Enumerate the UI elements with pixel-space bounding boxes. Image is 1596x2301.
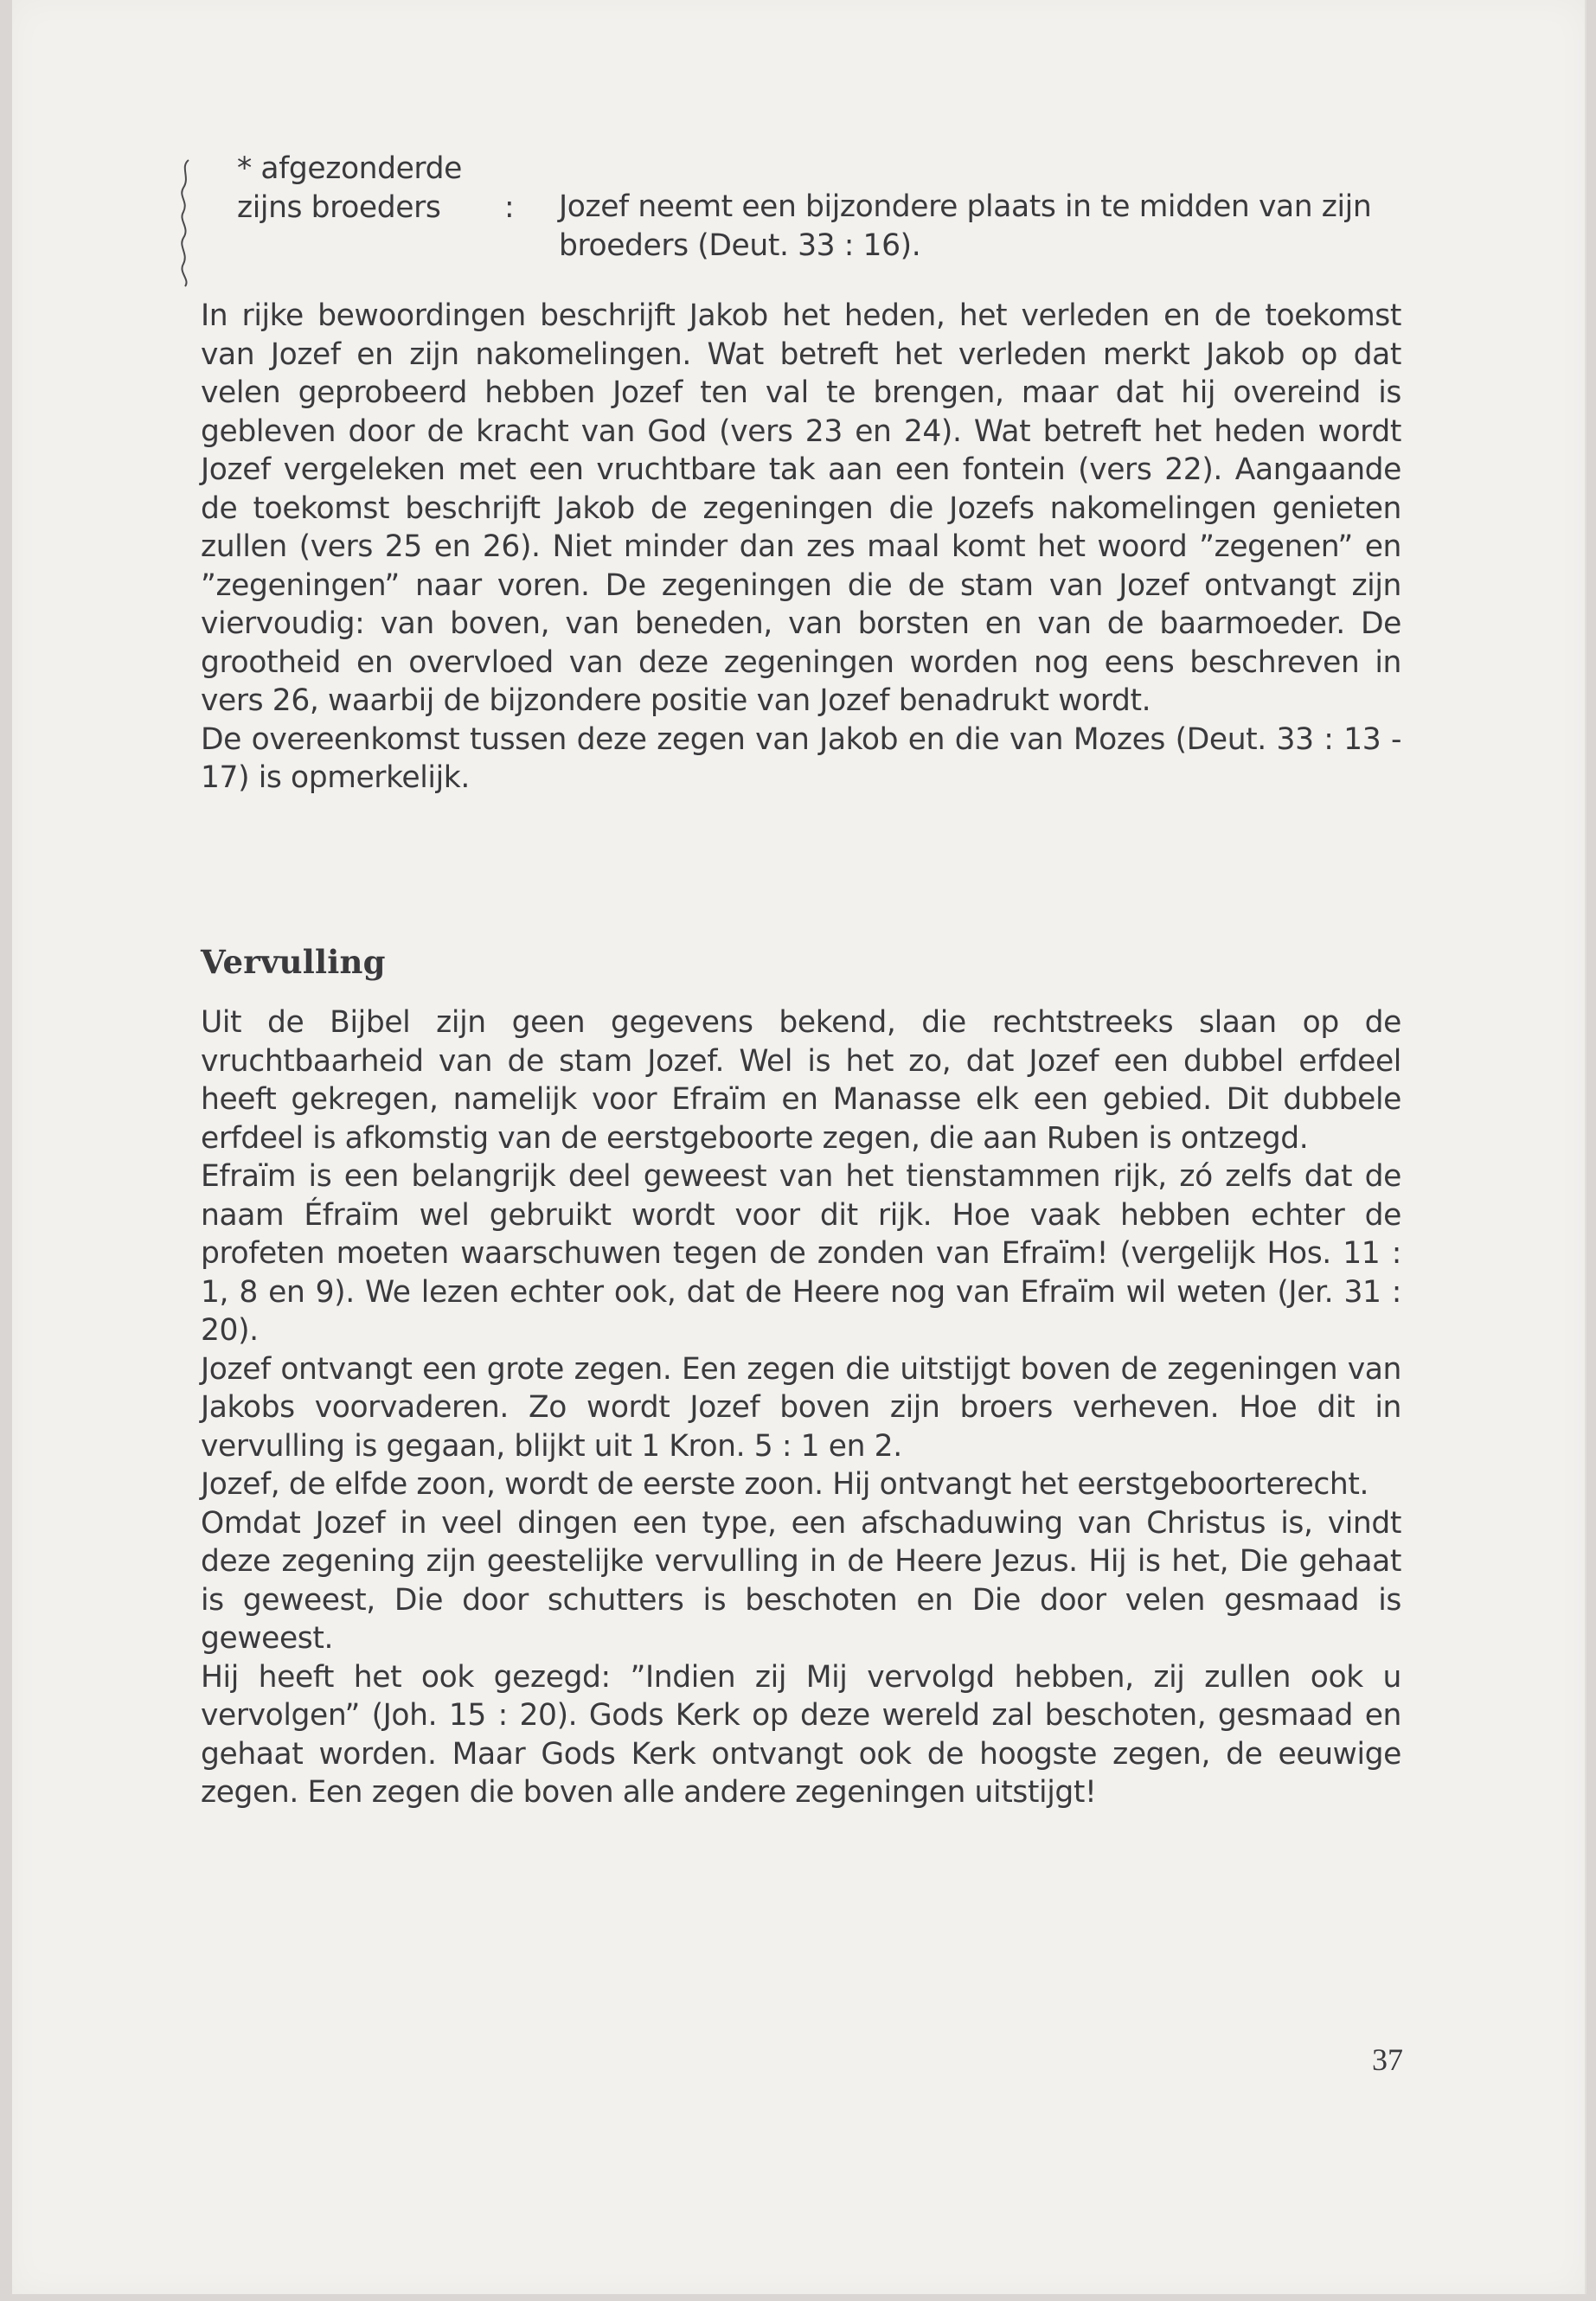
paragraph: In rijke bewoordingen beschrijft Jakob het heden, het verleden en de toekomst van Jozef en zijn nakomelingen. Wat betreft het verleden merkt Jakob op dat velen geprobeerd hebben Jozef ten val te brengen, maar dat hij overeind is gebleven door de kracht van God (vers 23 en 24). Wat betreft het heden wordt Jozef vergeleken met een vruchtbare tak aan een fontein (vers 22). Aangaande de toekomst beschrijft Jakob de zegeningen die Jozefs nakomelingen genieten zullen (vers 25 en 26). Niet minder dan zes maal komt het woord ”zegenen” en ”zegeningen” naar voren. De zegeningen die de stam van Jozef ontvangt zijn viervoudig: van boven, van beneden, van borsten en van de baarmoeder. De grootheid en overvloed van deze zegeningen worden nog eens beschreven in vers 26, waarbij de bijzondere positie van Jozef benadrukt wordt. xyxy=(201,298,1401,718)
paragraph: Jozef, de elfde zoon, wordt de eerste zoon. Hij ontvangt het eerstgeboorterecht. xyxy=(201,1467,1369,1502)
paragraph: Efraïm is een belangrijk deel geweest van het tienstammen rijk, zó zelfs dat de naam Éfraïm wel gebruikt wordt voor dit rijk. Hoe vaak hebben echter de profeten moeten waarschuwen tegen de zonden van Efraïm! (vergelijk Hos. 11 : 1, 8 en 9). We lezen echter ook, dat de Heere nog van Efraïm wil weten (Jer. 31 : 20). xyxy=(201,1159,1401,1348)
paragraph: Jozef ontvangt een grote zegen. Een zegen die uitstijgt boven de zegeningen van Jakobs voorvaderen. Zo wordt Jozef boven zijn broers verheven. Hoe dit in vervulling is gegaan, blijkt uit 1 Kron. 5 : 1 en 2. xyxy=(201,1351,1401,1464)
paragraph: Omdat Jozef in veel dingen een type, een afschaduwing van Christus is, vindt deze zegening zijn geestelijke vervulling in de Heere Jezus. Hij is het, Die gehaat is geweest, Die door schutters is beschoten en Die door velen gesmaad is geweest. xyxy=(201,1505,1401,1656)
gloss-term-line-2-text: zijns broeders xyxy=(237,189,441,225)
paragraph: Uit de Bijbel zijn geen gegevens bekend, die rechtstreeks slaan op de vruchtbaarheid van de stam Jozef. Wel is het zo, dat Jozef een dubbel erfdeel heeft gekregen, namelijk voor Efraïm en Manasse elk een gebied. Dit dubbele erfdeel is afkomstig van de eerstgeboorte zegen, die aan Ruben is ontzegd. xyxy=(201,1005,1401,1156)
gloss-term xyxy=(206,150,552,227)
section-heading: Vervulling xyxy=(201,943,386,981)
gloss-definition: Jozef neemt een bijzondere plaats in te midden van zijn broeders (Deut. 33 : 16). xyxy=(559,189,1372,263)
page-sheet xyxy=(12,0,1586,2294)
paragraph: Hij heeft het ook gezegd: ”Indien zij Mij vervolgd hebben, zij zullen ook u vervolgen” (Joh. 15 : 20). Gods Kerk op deze wereld zal beschoten, gesmaad en gehaat worden. Maar Gods Kerk ontvangt ook de hoogste zegen, de eeuwige zegen. Een zegen die boven alle andere zegeningen uitstijgt! xyxy=(201,1659,1401,1810)
gloss-separator: : xyxy=(504,189,515,225)
gloss-term-line-2 xyxy=(237,189,552,228)
brace-icon xyxy=(176,158,194,288)
gloss-block xyxy=(206,150,1417,263)
paragraph: De overeenkomst tussen deze zegen van Jakob en die van Mozes (Deut. 33 : 13 - 17) is opmerkelijk. xyxy=(201,721,1401,795)
intro-paragraphs xyxy=(201,297,1401,798)
page-number: 37 xyxy=(1372,2042,1403,2077)
gloss-term-line-1: * afgezonderde xyxy=(237,151,462,186)
fulfilment-paragraphs xyxy=(201,1003,1401,1812)
